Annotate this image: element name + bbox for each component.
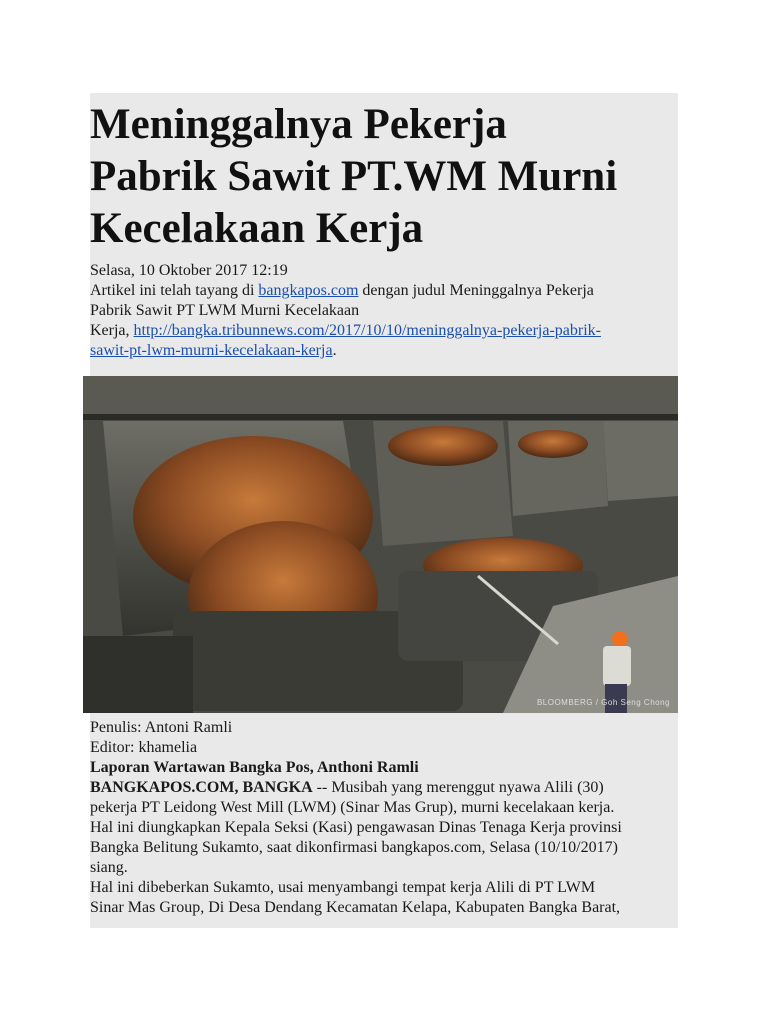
intro-middle-1: dengan judul Meninggalnya Pekerja xyxy=(358,282,594,299)
palm-fruit-factory-image xyxy=(83,376,678,713)
paragraph-3-line-2: Sinar Mas Group, Di Desa Dendang Kecamatan Kelapa, Kabupaten Bangka Barat, xyxy=(90,899,621,916)
paragraph-1-cont: pekerja PT Leidong West Mill (LWM) (Sinar Mas Grup), murni kecelakaan kerja. xyxy=(90,799,615,816)
writer-line: Penulis: Antoni Ramli xyxy=(90,719,233,736)
title-line-3: Kecelakaan Kerja xyxy=(90,205,424,252)
dateline: BANGKAPOS.COM, BANGKA xyxy=(90,779,313,796)
paragraph-3-line-1: Hal ini dibeberkan Sukamto, usai menyambangi tempat kerja Alili di PT LWM xyxy=(90,879,596,896)
intro-middle-3: Kerja, xyxy=(90,322,134,339)
article-photo xyxy=(83,376,678,713)
article-intro xyxy=(90,281,678,361)
paragraph-2-line-2: Bangka Belitung Sukamto, saat dikonfirmasi bangkapos.com, Selasa (10/10/2017) xyxy=(90,839,618,856)
source-url-part-1: http://bangka.tribunnews.com/2017/10/10/meninggalnya-pekerja-pabrik- xyxy=(133,322,601,339)
paragraph-1-part-a: -- Musibah yang merenggut nyawa Alili (30) xyxy=(312,779,604,796)
source-url-part-2: sawit-pt-lwm-murni-kecelakaan-kerja xyxy=(90,342,333,359)
article-body xyxy=(90,718,678,918)
photo-credit: BLOOMBERG / Goh Seng Chong xyxy=(536,698,670,707)
title-line-2: Pabrik Sawit PT.WM Murni xyxy=(90,153,618,200)
article-date: Selasa, 10 Oktober 2017 12:19 xyxy=(90,262,288,279)
paragraph-1 xyxy=(90,778,678,798)
intro-prefix: Artikel ini telah tayang di xyxy=(90,282,259,299)
intro-suffix: . xyxy=(332,342,337,359)
document-page xyxy=(90,93,678,928)
intro-middle-2: Pabrik Sawit PT LWM Murni Kecelakaan xyxy=(90,302,360,319)
paragraph-2-line-1: Hal ini diungkapkan Kepala Seksi (Kasi) pengawasan Dinas Tenaga Kerja provinsi xyxy=(90,819,622,836)
paragraph-2-line-3: siang. xyxy=(90,859,128,876)
report-line: Laporan Wartawan Bangka Pos, Anthoni Ramli xyxy=(90,759,419,776)
title-line-1: Meninggalnya Pekerja xyxy=(90,101,507,148)
source-url-link[interactable] xyxy=(90,322,601,359)
source-site-link[interactable]: bangkapos.com xyxy=(258,282,359,299)
editor-line: Editor: khamelia xyxy=(90,739,198,756)
article-title xyxy=(90,99,678,255)
